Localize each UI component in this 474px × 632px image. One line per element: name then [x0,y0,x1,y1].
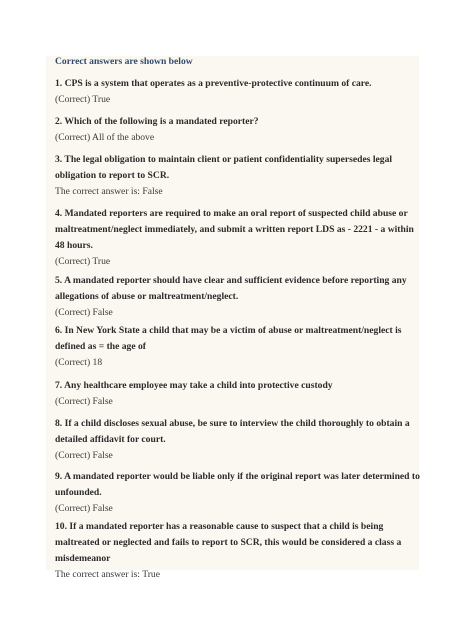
question-9 [55,469,423,517]
question-2 [55,114,423,146]
question-text: 2. Which of the following is a mandated reporter? [55,116,259,127]
question-answer: (Correct) True [55,256,111,267]
question-text: 3. The legal obligation to maintain client or patient confidentiality supersedes legal obligation to report to SCR. [55,154,393,181]
question-8 [55,416,423,464]
question-1 [55,76,423,108]
question-answer: (Correct) False [55,450,113,461]
question-5 [55,273,423,321]
question-answer: (Correct) True [55,94,111,105]
question-text: 5. A mandated reporter should have clear and sufficient evidence before reporting any allegations of abuse or maltreatment/neglect. [55,275,407,302]
question-text: 1. CPS is a system that operates as a preventive-protective continuum of care. [55,78,372,89]
question-text: 4. Mandated reporters are required to make an oral report of suspected child abuse or maltreatment/neglect immediately, and submit a written report LDS as - 2221 - a within 48 hours. [55,208,414,251]
question-answer: (Correct) False [55,307,113,318]
question-10 [55,519,423,583]
question-answer: (Correct) 18 [55,357,103,368]
question-answer: The correct answer is: False [55,186,163,197]
question-answer: (Correct) False [55,396,113,407]
question-answer: (Correct) False [55,503,113,514]
question-text: 9. A mandated reporter would be liable only if the original report was later determined to unfounded. [55,471,420,498]
question-4 [55,206,423,270]
question-text: 6. In New York State a child that may be a victim of abuse or maltreatment/neglect is defined as = the age of [55,325,402,352]
question-answer: (Correct) All of the above [55,132,155,143]
question-answer: The correct answer is: True [55,569,160,580]
question-text: 8. If a child discloses sexual abuse, be sure to interview the child thoroughly to obtain a detailed affidavit for court. [55,418,410,445]
question-text: 10. If a mandated reporter has a reasonable cause to suspect that a child is being maltreated or neglected and fails to report to SCR, this would be considered a class a misdemeanor [55,521,402,564]
question-3 [55,152,423,200]
question-6 [55,323,423,371]
question-text: 7. Any healthcare employee may take a child into protective custody [55,380,333,391]
question-7 [55,378,423,410]
answers-header: Correct answers are shown below [55,56,193,67]
